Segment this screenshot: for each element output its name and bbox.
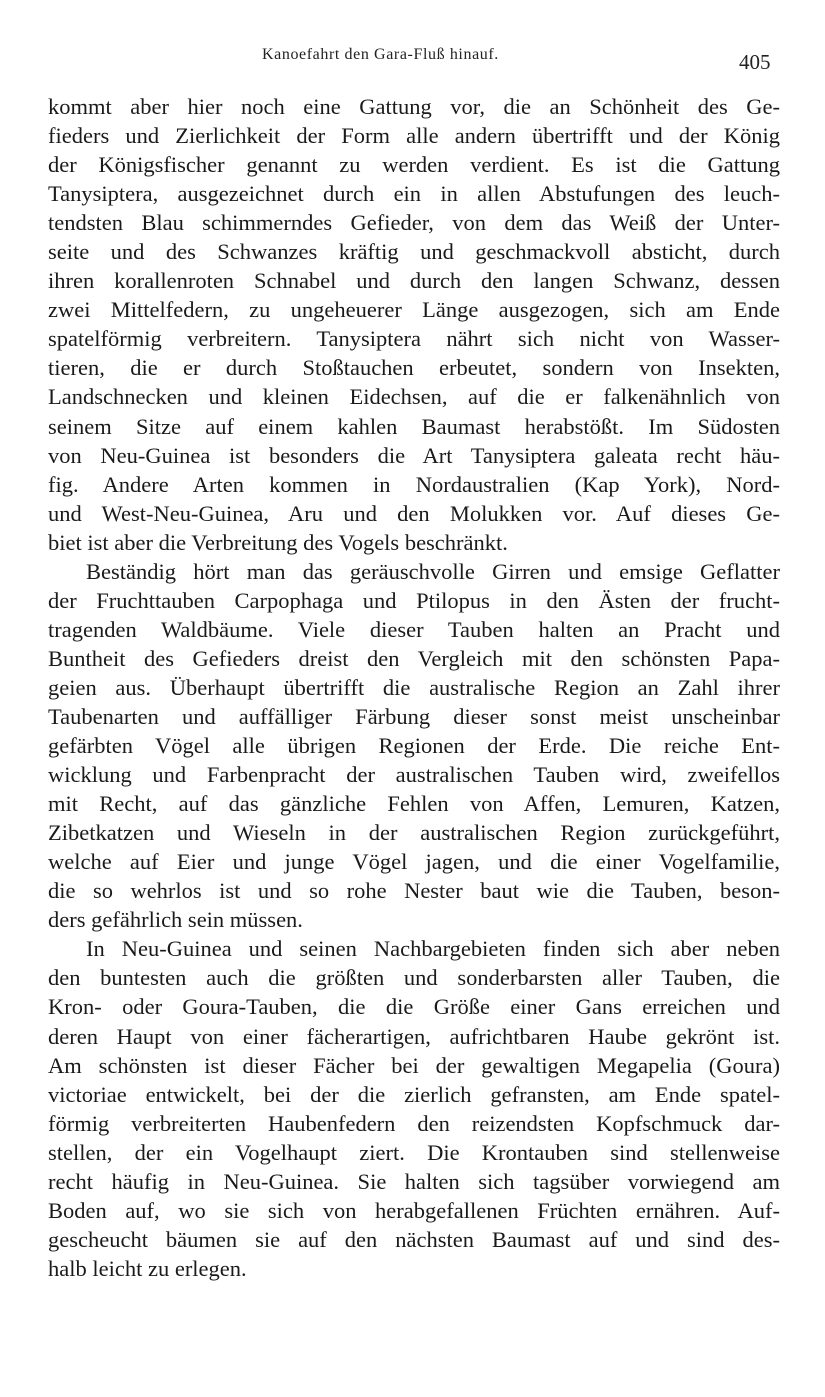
text-line: tieren, die er durch Stoßtauchen erbeutet, sondern von Insekten, [48,355,780,381]
text-line: welche auf Eier und junge Vögel jagen, und die einer Vogelfamilie, [48,849,780,875]
text-line: Boden auf, wo sie sich von herabgefallenen Früchten ernähren. Auf- [48,1197,780,1223]
text-line: mit Recht, auf das gänzliche Fehlen von Affen, Lemuren, Katzen, [48,791,780,817]
text-line: gefärbten Vögel alle übrigen Regionen der Erde. Die reiche Ent- [48,733,780,759]
text-line: spatelförmig verbreitern. Tanysiptera nährt sich nicht von Wasser- [48,326,780,352]
text-line: zwei Mittelfedern, zu ungeheuerer Länge ausgezogen, sich am Ende [48,297,780,323]
text-line: förmig verbreiterten Haubenfedern den reizendsten Kopfschmuck dar- [48,1110,780,1136]
text-line: Taubenarten und auffälliger Färbung dieser sonst meist unscheinbar [48,703,780,729]
text-line: ders gefährlich sein müssen. [48,907,303,933]
text-line: Am schönsten ist dieser Fächer bei der gewaltigen Megapelia (Goura) [48,1052,780,1078]
text-line: recht häufig in Neu-Guinea. Sie halten sich tagsüber vorwiegend am [48,1168,780,1194]
text-line: die so wehrlos ist und so rohe Nester baut wie die Tauben, beson- [48,878,780,904]
text-line: fieders und Zierlichkeit der Form alle andern übertrifft und der König [48,123,780,149]
text-line: Buntheit des Gefieders dreist den Vergleich mit den schönsten Papa- [48,645,780,671]
paragraph-1 [48,92,780,557]
text-line: Kron- oder Goura-Tauben, die die Größe einer Gans erreichen und [48,994,780,1020]
text-line: Tanysiptera, ausgezeichnet durch ein in allen Abstufungen des leuch- [48,181,780,207]
text-line: fig. Andere Arten kommen in Nordaustralien (Kap York), Nord- [48,471,780,497]
text-line: victoriae entwickelt, bei der die zierlich gefransten, am Ende spatel- [48,1081,780,1107]
text-line: halb leicht zu erlegen. [48,1255,247,1281]
text-line: tragenden Waldbäume. Viele dieser Tauben halten an Pracht und [48,616,780,642]
text-line: Zibetkatzen und Wieseln in der australischen Region zurückgeführt, [48,820,780,846]
text-line: den buntesten auch die größten und sonderbarsten aller Tauben, die [48,965,780,991]
page-number: 405 [739,50,771,74]
running-head: Kanoefahrt den Gara-Fluß hinauf. [262,46,499,63]
text-line: geien aus. Überhaupt übertrifft die australische Region an Zahl ihrer [48,674,780,700]
text-line: tendsten Blau schimmerndes Gefieder, von dem das Weiß der Unter- [48,210,780,236]
text-line: der Fruchttauben Carpophaga und Ptilopus in den Ästen der frucht- [48,587,780,613]
text-line: der Königsfischer genannt zu werden verdient. Es ist die Gattung [48,152,780,178]
text-line: und West-Neu-Guinea, Aru und den Molukken vor. Auf dieses Ge- [48,500,780,526]
text-line: Landschnecken und kleinen Eidechsen, auf die er falkenähnlich von [48,384,780,410]
paragraph-2 [48,557,780,935]
body-text [48,92,780,1283]
text-line: seite und des Schwanzes kräftig und geschmackvoll absticht, durch [48,239,780,265]
text-line: gescheucht bäumen sie auf den nächsten Baumast auf und sind des- [48,1226,780,1252]
paragraph-3 [48,934,780,1283]
text-line: biet ist aber die Verbreitung des Vogels beschränkt. [48,529,508,555]
text-line: stellen, der ein Vogelhaupt ziert. Die Krontauben sind stellenweise [48,1139,780,1165]
text-line: seinem Sitze auf einem kahlen Baumast herabstößt. Im Südosten [48,413,780,439]
text-line: ihren korallenroten Schnabel und durch den langen Schwanz, dessen [48,268,780,294]
text-line: von Neu-Guinea ist besonders die Art Tanysiptera galeata recht häu- [48,442,780,468]
text-line: kommt aber hier noch eine Gattung vor, die an Schönheit des Ge- [48,94,780,119]
text-line: wicklung und Farbenpracht der australischen Tauben wird, zweifellos [48,762,780,788]
text-line: deren Haupt von einer fächerartigen, aufrichtbaren Haube gekrönt ist. [48,1023,780,1049]
text-line: In Neu-Guinea und seinen Nachbargebieten finden sich aber neben [86,936,780,962]
text-line: Beständig hört man das geräuschvolle Girren und emsige Geflatter [86,558,780,584]
